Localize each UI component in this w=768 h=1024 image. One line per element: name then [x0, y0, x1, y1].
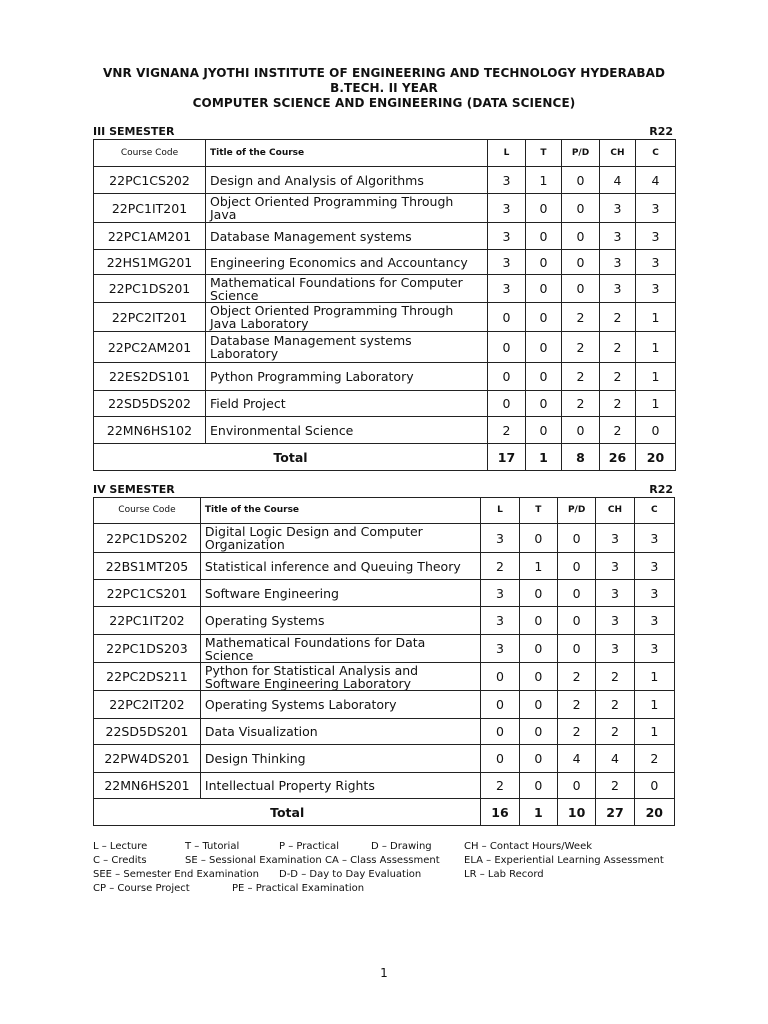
table-row	[94, 417, 676, 444]
contact-hours-cell: 2	[600, 332, 636, 363]
legend-item: T – Tutorial	[185, 841, 240, 852]
course-title-cell: Design and Analysis of Algorithms	[206, 167, 488, 194]
col-c: C	[636, 140, 676, 167]
tutorial-hours-cell: 0	[519, 663, 557, 691]
practical-hours-cell: 0	[562, 167, 600, 194]
tutorial-hours-cell: 0	[519, 691, 557, 719]
lecture-hours-cell: 3	[488, 250, 526, 275]
tutorial-hours-cell: 0	[519, 524, 557, 553]
col-t: T	[526, 140, 562, 167]
contact-hours-cell: 3	[596, 524, 634, 553]
sem3-regulation: R22	[649, 125, 673, 138]
course-title-cell: Object Oriented Programming Through Java	[206, 194, 488, 223]
contact-hours-cell: 4	[600, 167, 636, 194]
table-row	[94, 391, 676, 417]
col-pd: P/D	[562, 140, 600, 167]
tutorial-hours-cell: 1	[519, 553, 557, 580]
table-row	[94, 635, 675, 663]
table-row	[94, 223, 676, 250]
table-row	[94, 580, 675, 607]
practical-hours-cell: 0	[557, 553, 595, 580]
course-code-cell: 22SD5DS201	[94, 719, 201, 745]
total-t: 1	[526, 444, 562, 471]
lecture-hours-cell: 3	[488, 275, 526, 303]
credits-cell: 3	[634, 635, 674, 663]
total-label: Total	[94, 444, 488, 471]
course-title-cell: Mathematical Foundations for Computer Science	[206, 275, 488, 303]
col-l: L	[488, 140, 526, 167]
credits-cell: 4	[636, 167, 676, 194]
sem3-header-row	[94, 140, 676, 167]
course-title-cell: Engineering Economics and Accountancy	[206, 250, 488, 275]
course-code-cell: 22PC2DS211	[94, 663, 201, 691]
contact-hours-cell: 2	[600, 391, 636, 417]
tutorial-hours-cell: 1	[526, 167, 562, 194]
credits-cell: 0	[636, 417, 676, 444]
practical-hours-cell: 2	[557, 691, 595, 719]
contact-hours-cell: 2	[600, 303, 636, 332]
course-title-cell: Database Management systems	[206, 223, 488, 250]
practical-hours-cell: 4	[557, 745, 595, 773]
contact-hours-cell: 2	[600, 363, 636, 391]
legend-row-3	[93, 868, 693, 882]
col-pd: P/D	[557, 498, 595, 524]
table-row	[94, 607, 675, 635]
course-code-cell: 22MN6HS201	[94, 773, 201, 799]
practical-hours-cell: 0	[562, 417, 600, 444]
course-code-cell: 22PC1DS201	[94, 275, 206, 303]
total-label: Total	[94, 799, 481, 826]
legend-item: SEE – Semester End Examination	[93, 869, 259, 880]
credits-cell: 1	[636, 391, 676, 417]
sem4-label-row	[93, 483, 673, 497]
credits-cell: 0	[634, 773, 674, 799]
sem4-label: IV SEMESTER	[93, 483, 175, 496]
lecture-hours-cell: 0	[488, 363, 526, 391]
table-row	[94, 275, 676, 303]
course-title-cell: Operating Systems	[200, 607, 480, 635]
course-code-cell: 22PC2IT202	[94, 691, 201, 719]
practical-hours-cell: 2	[557, 719, 595, 745]
tutorial-hours-cell: 0	[526, 223, 562, 250]
legend-item: PE – Practical Examination	[232, 883, 365, 894]
credits-cell: 1	[634, 663, 674, 691]
total-t: 1	[519, 799, 557, 826]
table-row	[94, 719, 675, 745]
course-code-cell: 22PC1DS203	[94, 635, 201, 663]
credits-cell: 1	[634, 719, 674, 745]
lecture-hours-cell: 3	[488, 223, 526, 250]
course-title-cell: Field Project	[206, 391, 488, 417]
course-title-cell: Database Management systems Laboratory	[206, 332, 488, 363]
legend-row-1	[93, 840, 693, 854]
tutorial-hours-cell: 0	[519, 580, 557, 607]
course-code-cell: 22PC1IT202	[94, 607, 201, 635]
lecture-hours-cell: 2	[488, 417, 526, 444]
credits-cell: 1	[636, 363, 676, 391]
course-code-cell: 22SD5DS202	[94, 391, 206, 417]
sem3-course-table	[93, 139, 676, 471]
sem3-label: III SEMESTER	[93, 125, 175, 138]
branch-title: COMPUTER SCIENCE AND ENGINEERING (DATA SCIENCE)	[192, 96, 576, 110]
course-title-cell: Data Visualization	[200, 719, 480, 745]
total-c: 20	[636, 444, 676, 471]
lecture-hours-cell: 3	[481, 607, 519, 635]
contact-hours-cell: 3	[600, 275, 636, 303]
course-code-cell: 22HS1MG201	[94, 250, 206, 275]
credits-cell: 3	[636, 194, 676, 223]
total-pd: 8	[562, 444, 600, 471]
tutorial-hours-cell: 0	[526, 391, 562, 417]
course-code-cell: 22PC1IT201	[94, 194, 206, 223]
practical-hours-cell: 0	[557, 607, 595, 635]
abbreviation-legend	[93, 840, 693, 896]
total-l: 16	[481, 799, 519, 826]
institute-title: VNR VIGNANA JYOTHI INSTITUTE OF ENGINEERING AND TECHNOLOGY HYDERABAD	[102, 66, 666, 80]
contact-hours-cell: 2	[600, 417, 636, 444]
total-l: 17	[488, 444, 526, 471]
tutorial-hours-cell: 0	[519, 719, 557, 745]
legend-item: ELA – Experiential Learning Assessment	[464, 855, 664, 866]
table-row	[94, 250, 676, 275]
lecture-hours-cell: 0	[488, 391, 526, 417]
course-title-cell: Mathematical Foundations for Data Science	[200, 635, 480, 663]
lecture-hours-cell: 0	[481, 663, 519, 691]
legend-item: P – Practical	[279, 841, 340, 852]
practical-hours-cell: 2	[562, 391, 600, 417]
tutorial-hours-cell: 0	[526, 303, 562, 332]
col-ch: CH	[596, 498, 634, 524]
contact-hours-cell: 3	[596, 553, 634, 580]
lecture-hours-cell: 0	[488, 303, 526, 332]
legend-item: D-D – Day to Day Evaluation	[279, 869, 422, 880]
table-row	[94, 524, 675, 553]
document-header	[0, 66, 768, 111]
course-title-cell: Python Programming Laboratory	[206, 363, 488, 391]
lecture-hours-cell: 3	[488, 167, 526, 194]
course-code-cell: 22PC1AM201	[94, 223, 206, 250]
table-row	[94, 194, 676, 223]
tutorial-hours-cell: 0	[526, 363, 562, 391]
total-ch: 27	[596, 799, 634, 826]
year-title: B.TECH. II YEAR	[330, 81, 438, 95]
course-title-cell: Python for Statistical Analysis and Software Engineering Laboratory	[200, 663, 480, 691]
practical-hours-cell: 0	[557, 773, 595, 799]
legend-item: CA – Class Assessment	[325, 855, 440, 866]
tutorial-hours-cell: 0	[526, 275, 562, 303]
credits-cell: 3	[636, 275, 676, 303]
contact-hours-cell: 3	[600, 223, 636, 250]
credits-cell: 3	[636, 250, 676, 275]
col-c: C	[634, 498, 674, 524]
table-row	[94, 553, 675, 580]
practical-hours-cell: 0	[562, 194, 600, 223]
legend-item: CP – Course Project	[93, 883, 190, 894]
course-code-cell: 22BS1MT205	[94, 553, 201, 580]
lecture-hours-cell: 2	[481, 553, 519, 580]
total-pd: 10	[557, 799, 595, 826]
credits-cell: 3	[634, 524, 674, 553]
practical-hours-cell: 2	[562, 303, 600, 332]
course-title-cell: Object Oriented Programming Through Java Laboratory	[206, 303, 488, 332]
lecture-hours-cell: 3	[488, 194, 526, 223]
legend-item: LR – Lab Record	[464, 869, 544, 880]
legend-item: L – Lecture	[93, 841, 148, 852]
contact-hours-cell: 3	[600, 250, 636, 275]
lecture-hours-cell: 2	[481, 773, 519, 799]
credits-cell: 1	[636, 303, 676, 332]
course-title-cell: Software Engineering	[200, 580, 480, 607]
practical-hours-cell: 0	[557, 635, 595, 663]
contact-hours-cell: 3	[596, 580, 634, 607]
lecture-hours-cell: 0	[481, 691, 519, 719]
legend-item: CH – Contact Hours/Week	[464, 841, 593, 852]
table-row	[94, 773, 675, 799]
table-row	[94, 363, 676, 391]
practical-hours-cell: 0	[557, 580, 595, 607]
course-title-cell: Environmental Science	[206, 417, 488, 444]
contact-hours-cell: 2	[596, 663, 634, 691]
table-row	[94, 332, 676, 363]
col-ch: CH	[600, 140, 636, 167]
course-code-cell: 22PC2IT201	[94, 303, 206, 332]
legend-item: C – Credits	[93, 855, 147, 866]
legend-item: SE – Sessional Examination	[185, 855, 322, 866]
lecture-hours-cell: 3	[481, 635, 519, 663]
tutorial-hours-cell: 0	[519, 745, 557, 773]
sem4-total-row	[94, 799, 675, 826]
total-ch: 26	[600, 444, 636, 471]
lecture-hours-cell: 3	[481, 524, 519, 553]
lecture-hours-cell: 0	[481, 745, 519, 773]
credits-cell: 3	[636, 223, 676, 250]
sem4-course-table	[93, 497, 675, 826]
practical-hours-cell: 2	[557, 663, 595, 691]
credits-cell: 3	[634, 580, 674, 607]
course-code-cell: 22MN6HS102	[94, 417, 206, 444]
course-title-cell: Operating Systems Laboratory	[200, 691, 480, 719]
tutorial-hours-cell: 0	[526, 250, 562, 275]
course-code-cell: 22PC1CS202	[94, 167, 206, 194]
practical-hours-cell: 0	[562, 250, 600, 275]
sem3-label-row	[93, 125, 673, 139]
total-c: 20	[634, 799, 674, 826]
credits-cell: 2	[634, 745, 674, 773]
course-code-cell: 22ES2DS101	[94, 363, 206, 391]
practical-hours-cell: 0	[557, 524, 595, 553]
tutorial-hours-cell: 0	[519, 773, 557, 799]
col-t: T	[519, 498, 557, 524]
table-row	[94, 745, 675, 773]
practical-hours-cell: 2	[562, 332, 600, 363]
col-l: L	[481, 498, 519, 524]
practical-hours-cell: 0	[562, 275, 600, 303]
tutorial-hours-cell: 0	[519, 635, 557, 663]
table-row	[94, 691, 675, 719]
contact-hours-cell: 3	[600, 194, 636, 223]
course-code-cell: 22PW4DS201	[94, 745, 201, 773]
tutorial-hours-cell: 0	[526, 417, 562, 444]
tutorial-hours-cell: 0	[526, 332, 562, 363]
course-code-cell: 22PC1CS201	[94, 580, 201, 607]
tutorial-hours-cell: 0	[519, 607, 557, 635]
credits-cell: 1	[636, 332, 676, 363]
col-course-code: Course Code	[94, 498, 201, 524]
practical-hours-cell: 2	[562, 363, 600, 391]
table-row	[94, 167, 676, 194]
contact-hours-cell: 2	[596, 773, 634, 799]
col-course-title: Title of the Course	[200, 498, 480, 524]
contact-hours-cell: 3	[596, 635, 634, 663]
practical-hours-cell: 0	[562, 223, 600, 250]
course-title-cell: Statistical inference and Queuing Theory	[200, 553, 480, 580]
lecture-hours-cell: 3	[481, 580, 519, 607]
course-code-cell: 22PC2AM201	[94, 332, 206, 363]
lecture-hours-cell: 0	[481, 719, 519, 745]
contact-hours-cell: 3	[596, 607, 634, 635]
course-code-cell: 22PC1DS202	[94, 524, 201, 553]
table-row	[94, 663, 675, 691]
legend-row-4	[93, 882, 693, 896]
col-course-code: Course Code	[94, 140, 206, 167]
lecture-hours-cell: 0	[488, 332, 526, 363]
sem3-total-row	[94, 444, 676, 471]
course-title-cell: Design Thinking	[200, 745, 480, 773]
contact-hours-cell: 4	[596, 745, 634, 773]
legend-row-2	[93, 854, 693, 868]
col-course-title: Title of the Course	[206, 140, 488, 167]
credits-cell: 1	[634, 691, 674, 719]
contact-hours-cell: 2	[596, 691, 634, 719]
table-row	[94, 303, 676, 332]
credits-cell: 3	[634, 553, 674, 580]
sem4-regulation: R22	[649, 483, 673, 496]
page-number: 1	[380, 966, 388, 980]
legend-item: D – Drawing	[371, 841, 432, 852]
tutorial-hours-cell: 0	[526, 194, 562, 223]
sem4-header-row	[94, 498, 675, 524]
course-title-cell: Digital Logic Design and Computer Organization	[200, 524, 480, 553]
contact-hours-cell: 2	[596, 719, 634, 745]
course-title-cell: Intellectual Property Rights	[200, 773, 480, 799]
credits-cell: 3	[634, 607, 674, 635]
